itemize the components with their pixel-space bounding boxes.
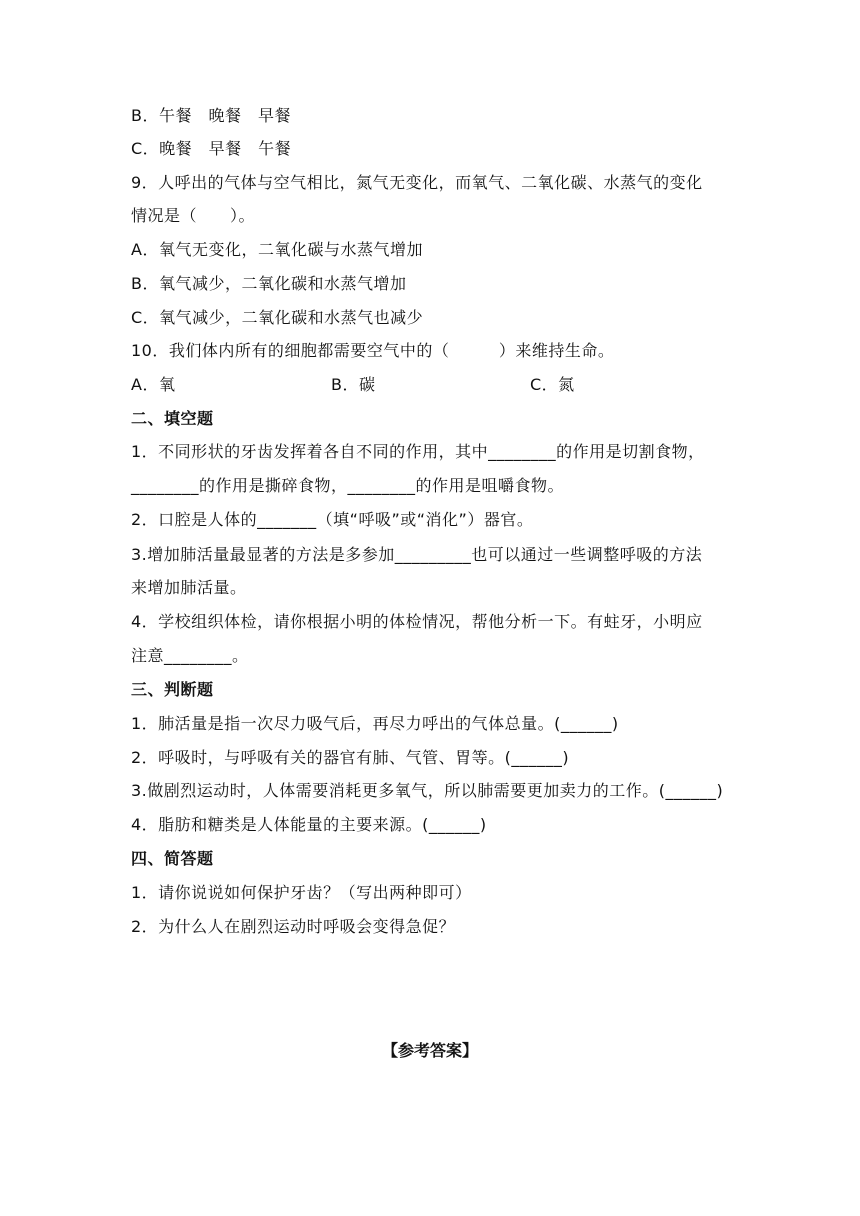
q9-option-b: B．氧气减少，二氧化碳和水蒸气增加 [131,274,407,293]
judge2: 2．呼吸时，与呼吸有关的器官有肺、气管、胃等。(______) [131,748,570,767]
judge3: 3.做剧烈运动时，人体需要消耗更多氧气，所以肺需要更加卖力的工作。(______) [131,781,724,800]
q10-option-c: C．氮 [530,375,575,394]
fill1-line1: 1．不同形状的牙齿发挥着各自不同的作用，其中________的作用是切割食物， [131,442,705,461]
q9-option-a: A．氧气无变化，二氧化碳与水蒸气增加 [131,240,423,259]
fill1-line2: ________的作用是撕碎食物，________的作用是咀嚼食物。 [131,476,565,495]
section-heading-judge: 三、判断题 [131,680,214,699]
q10-option-b: B．碳 [331,375,376,394]
q9-stem-line1: 9．人呼出的气体与空气相比，氮气无变化，而氧气、二氧化碳、水蒸气的变化 [131,173,703,192]
section-heading-fill: 二、填空题 [131,409,214,428]
q8-option-c: C．晚餐 早餐 午餐 [131,139,292,158]
answer-heading: 【参考答案】 [381,1041,478,1060]
q10-stem: 10．我们体内所有的细胞都需要空气中的（ ）来维持生命。 [131,341,615,360]
fill3-line2: 来增加肺活量。 [131,578,247,597]
short1: 1．请你说说如何保护牙齿？（写出两种即可） [131,883,472,902]
q8-option-b: B．午餐 晚餐 早餐 [131,106,291,125]
short2: 2．为什么人在剧烈运动时呼吸会变得急促？ [131,917,456,936]
q10-option-a: A．氧 [131,375,176,394]
fill4-line1: 4．学校组织体检，请你根据小明的体检情况，帮他分析一下。有蛀牙，小明应 [131,612,703,631]
fill4-line2: 注意________。 [131,646,249,665]
q9-stem-line2: 情况是（ ）。 [131,206,256,225]
section-heading-short: 四、简答题 [131,849,214,868]
fill2: 2．口腔是人体的_______（填“呼吸”或“消化”）器官。 [131,510,534,529]
fill3-line1: 3.增加肺活量最显著的方法是多参加_________也可以通过一些调整呼吸的方法 [131,545,703,564]
judge4: 4．脂肪和糖类是人体能量的主要来源。(______) [131,815,487,834]
judge1: 1．肺活量是指一次尽力吸气后，再尽力呼出的气体总量。(______) [131,714,619,733]
q9-option-c: C．氧气减少，二氧化碳和水蒸气也减少 [131,308,424,327]
